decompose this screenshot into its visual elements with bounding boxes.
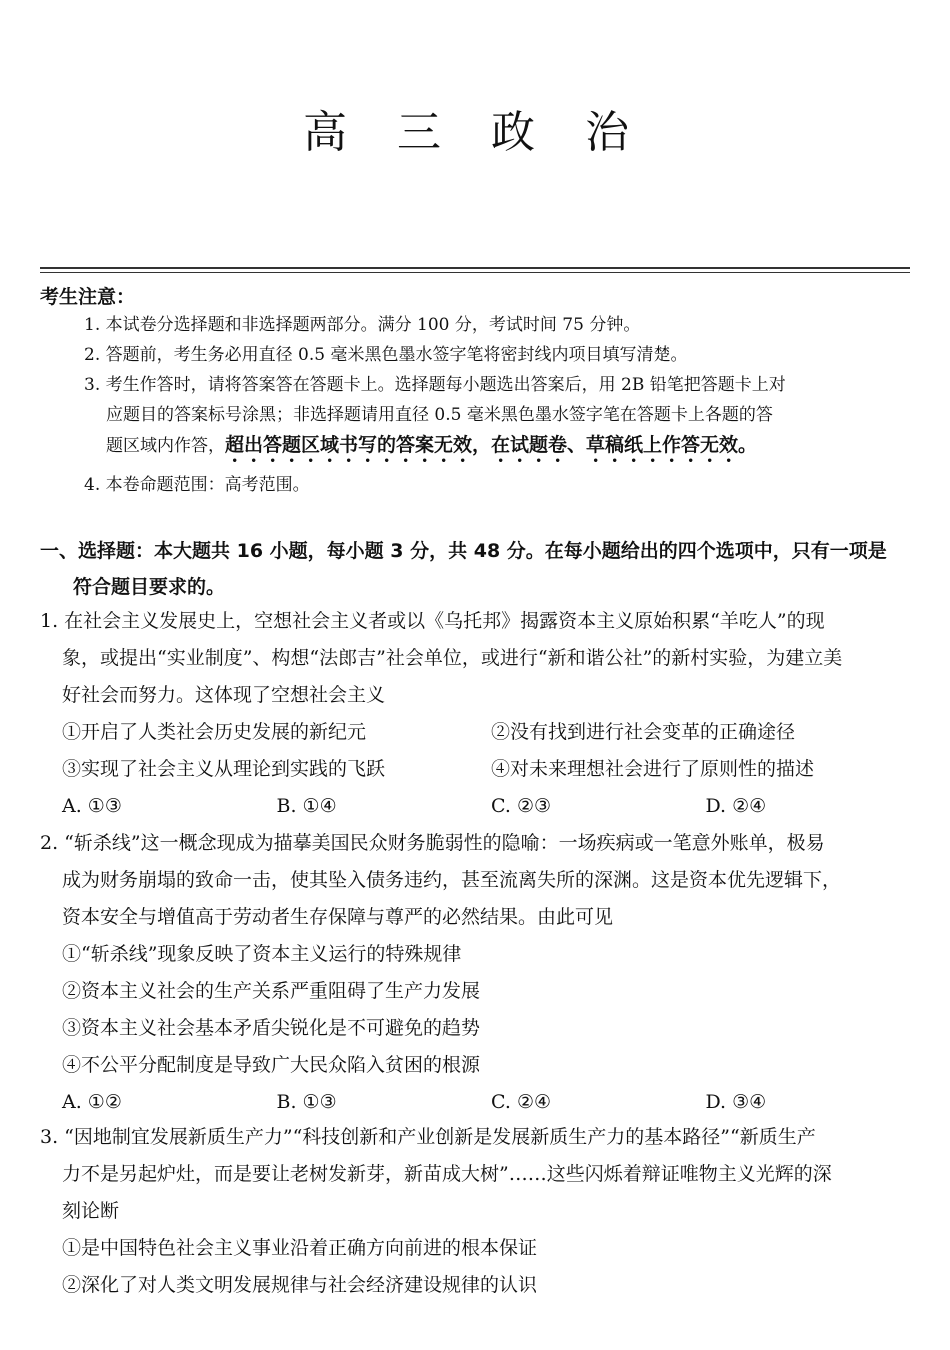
q2-option-2: ②资本主义社会的生产关系严重阻碍了生产力发展 — [62, 980, 481, 1002]
notice-item-3-line2: 应题目的答案标号涂黑；非选择题请用直径 0.5 毫米黑色墨水签字笔在答题卡上各题的答 — [106, 405, 773, 425]
q1-options-row2 — [40, 751, 920, 788]
q2-choice-a[interactable]: A. ①② — [62, 1091, 122, 1113]
notice-item-3 — [84, 370, 914, 467]
q1-choice-b[interactable]: B. ①④ — [276, 795, 337, 817]
page-title: 高 三 政 治 — [303, 107, 647, 158]
q2-stem-line3: 资本安全与增值高于劳动者生存保障与尊严的必然结果。由此可见 — [62, 906, 614, 928]
q2-option-4: ④不公平分配制度是导致广大民众陷入贫困的根源 — [62, 1054, 481, 1076]
notice-item-2: 2. 答题前，考生务必用直径 0.5 毫米黑色墨水签字笔将密封线内项目填写清楚。 — [84, 345, 688, 365]
q3-stem-line1: 3. “因地制宜发展新质生产力”“科技创新和产业创新是发展新质生产力的基本路径”“新质生产 — [40, 1126, 816, 1148]
q1-choice-c[interactable]: C. ②③ — [491, 795, 552, 817]
notice-item-3-line3-plain: 题区域内作答， — [106, 436, 225, 456]
q1-option-1: ①开启了人类社会历史发展的新纪元 — [62, 721, 367, 743]
q1-option-4: ④对未来理想社会进行了原则性的描述 — [491, 758, 815, 780]
q1-stem-line3: 好社会而努力。这体现了空想社会主义 — [62, 684, 386, 706]
notice-item-3-warning: 超出答题区域书写的答案无效，在试题卷、草稿纸上作答无效。 — [225, 434, 758, 456]
q3-option-1: ①是中国特色社会主义事业沿着正确方向前进的根本保证 — [62, 1237, 538, 1259]
question-2 — [40, 825, 920, 1121]
notice-item-3-line1: 3. 考生作答时，请将答案答在答题卡上。选择题每小题选出答案后，用 2B 铅笔把答题卡上对 — [84, 375, 786, 395]
q1-stem-line2: 象，或提出“实业制度”、构想“法郎吉”社会单位，或进行“新和谐公社”的新村实验，为建立美 — [62, 647, 843, 669]
q1-choice-d[interactable]: D. ②④ — [705, 795, 767, 817]
q2-choice-b[interactable]: B. ①③ — [276, 1091, 337, 1113]
q2-stem-line1: 2. “斩杀线”这一概念现成为描摹美国民众财务脆弱性的隐喻：一场疾病或一笔意外账单，极易 — [40, 832, 825, 854]
q3-option-2: ②深化了对人类文明发展规律与社会经济建设规律的认识 — [62, 1274, 538, 1296]
section-heading-line1: 一、选择题：本大题共 16 小题，每小题 3 分，共 48 分。在每小题给出的四个选项中，只有一项是 — [40, 540, 887, 562]
q1-option-2: ②没有找到进行社会变革的正确途径 — [491, 721, 796, 743]
q1-choices — [40, 788, 920, 825]
divider-thick — [40, 267, 910, 269]
q2-option-3: ③资本主义社会基本矛盾尖锐化是不可避免的趋势 — [62, 1017, 481, 1039]
q2-choices — [40, 1084, 920, 1121]
q2-choice-c[interactable]: C. ②④ — [491, 1091, 552, 1113]
q2-choice-d[interactable]: D. ③④ — [705, 1091, 767, 1113]
q3-stem-line3: 刻论断 — [62, 1200, 120, 1222]
divider-thin — [40, 272, 910, 273]
question-1 — [40, 603, 920, 825]
notice-heading: 考生注意： — [40, 286, 136, 308]
q2-stem-line2: 成为财务崩塌的致命一击，使其坠入债务违约，甚至流离失所的深渊。这是资本优先逻辑下， — [62, 869, 842, 891]
notice-item-3-line3 — [84, 430, 914, 467]
section-heading-line2: 符合题目要求的。 — [73, 576, 226, 598]
q1-options-row1 — [40, 714, 920, 751]
question-3 — [40, 1119, 920, 1304]
q1-option-3: ③实现了社会主义从理论到实践的飞跃 — [62, 758, 386, 780]
q1-stem-line1: 1. 在社会主义发展史上，空想社会主义者或以《乌托邦》揭露资本主义原始积累“羊吃人”的现 — [40, 610, 825, 632]
q2-option-1: ①“斩杀线”现象反映了资本主义运行的特殊规律 — [62, 943, 462, 965]
q3-stem-line2: 力不是另起炉灶，而是要让老树发新芽，新苗成大树”……这些闪烁着辩证唯物主义光辉的深 — [62, 1163, 832, 1185]
section-heading — [40, 533, 920, 605]
notice-item-1: 1. 本试卷分选择题和非选择题两部分。满分 100 分，考试时间 75 分钟。 — [84, 315, 641, 335]
q1-choice-a[interactable]: A. ①③ — [62, 795, 122, 817]
notice-item-4: 4. 本卷命题范围：高考范围。 — [84, 475, 310, 495]
